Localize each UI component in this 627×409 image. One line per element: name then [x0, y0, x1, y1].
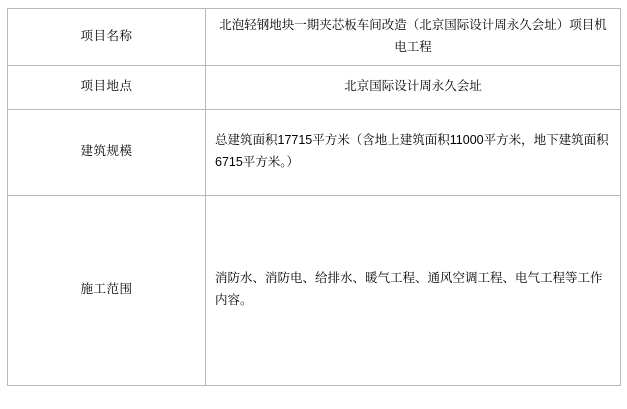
row-label-building-scale: 建筑规模 [8, 109, 206, 195]
table-row [8, 109, 621, 195]
project-info-table [7, 8, 621, 386]
row-value-construction-scope: 消防水、消防电、给排水、暖气工程、通风空调工程、电气工程等工作内容。 [206, 195, 621, 385]
table-row [8, 9, 621, 66]
row-value-building-scale: 总建筑面积17715平方米（含地上建筑面积11000平方米，地下建筑面积6715平方米。） [206, 109, 621, 195]
row-label-construction-scope: 施工范围 [8, 195, 206, 385]
table-row [8, 195, 621, 385]
row-label-project-location: 项目地点 [8, 65, 206, 109]
table-row [8, 65, 621, 109]
row-value-project-name: 北泡轻钢地块一期夹芯板车间改造（北京国际设计周永久会址）项目机电工程 [206, 9, 621, 66]
row-value-project-location: 北京国际设计周永久会址 [206, 65, 621, 109]
row-label-project-name: 项目名称 [8, 9, 206, 66]
